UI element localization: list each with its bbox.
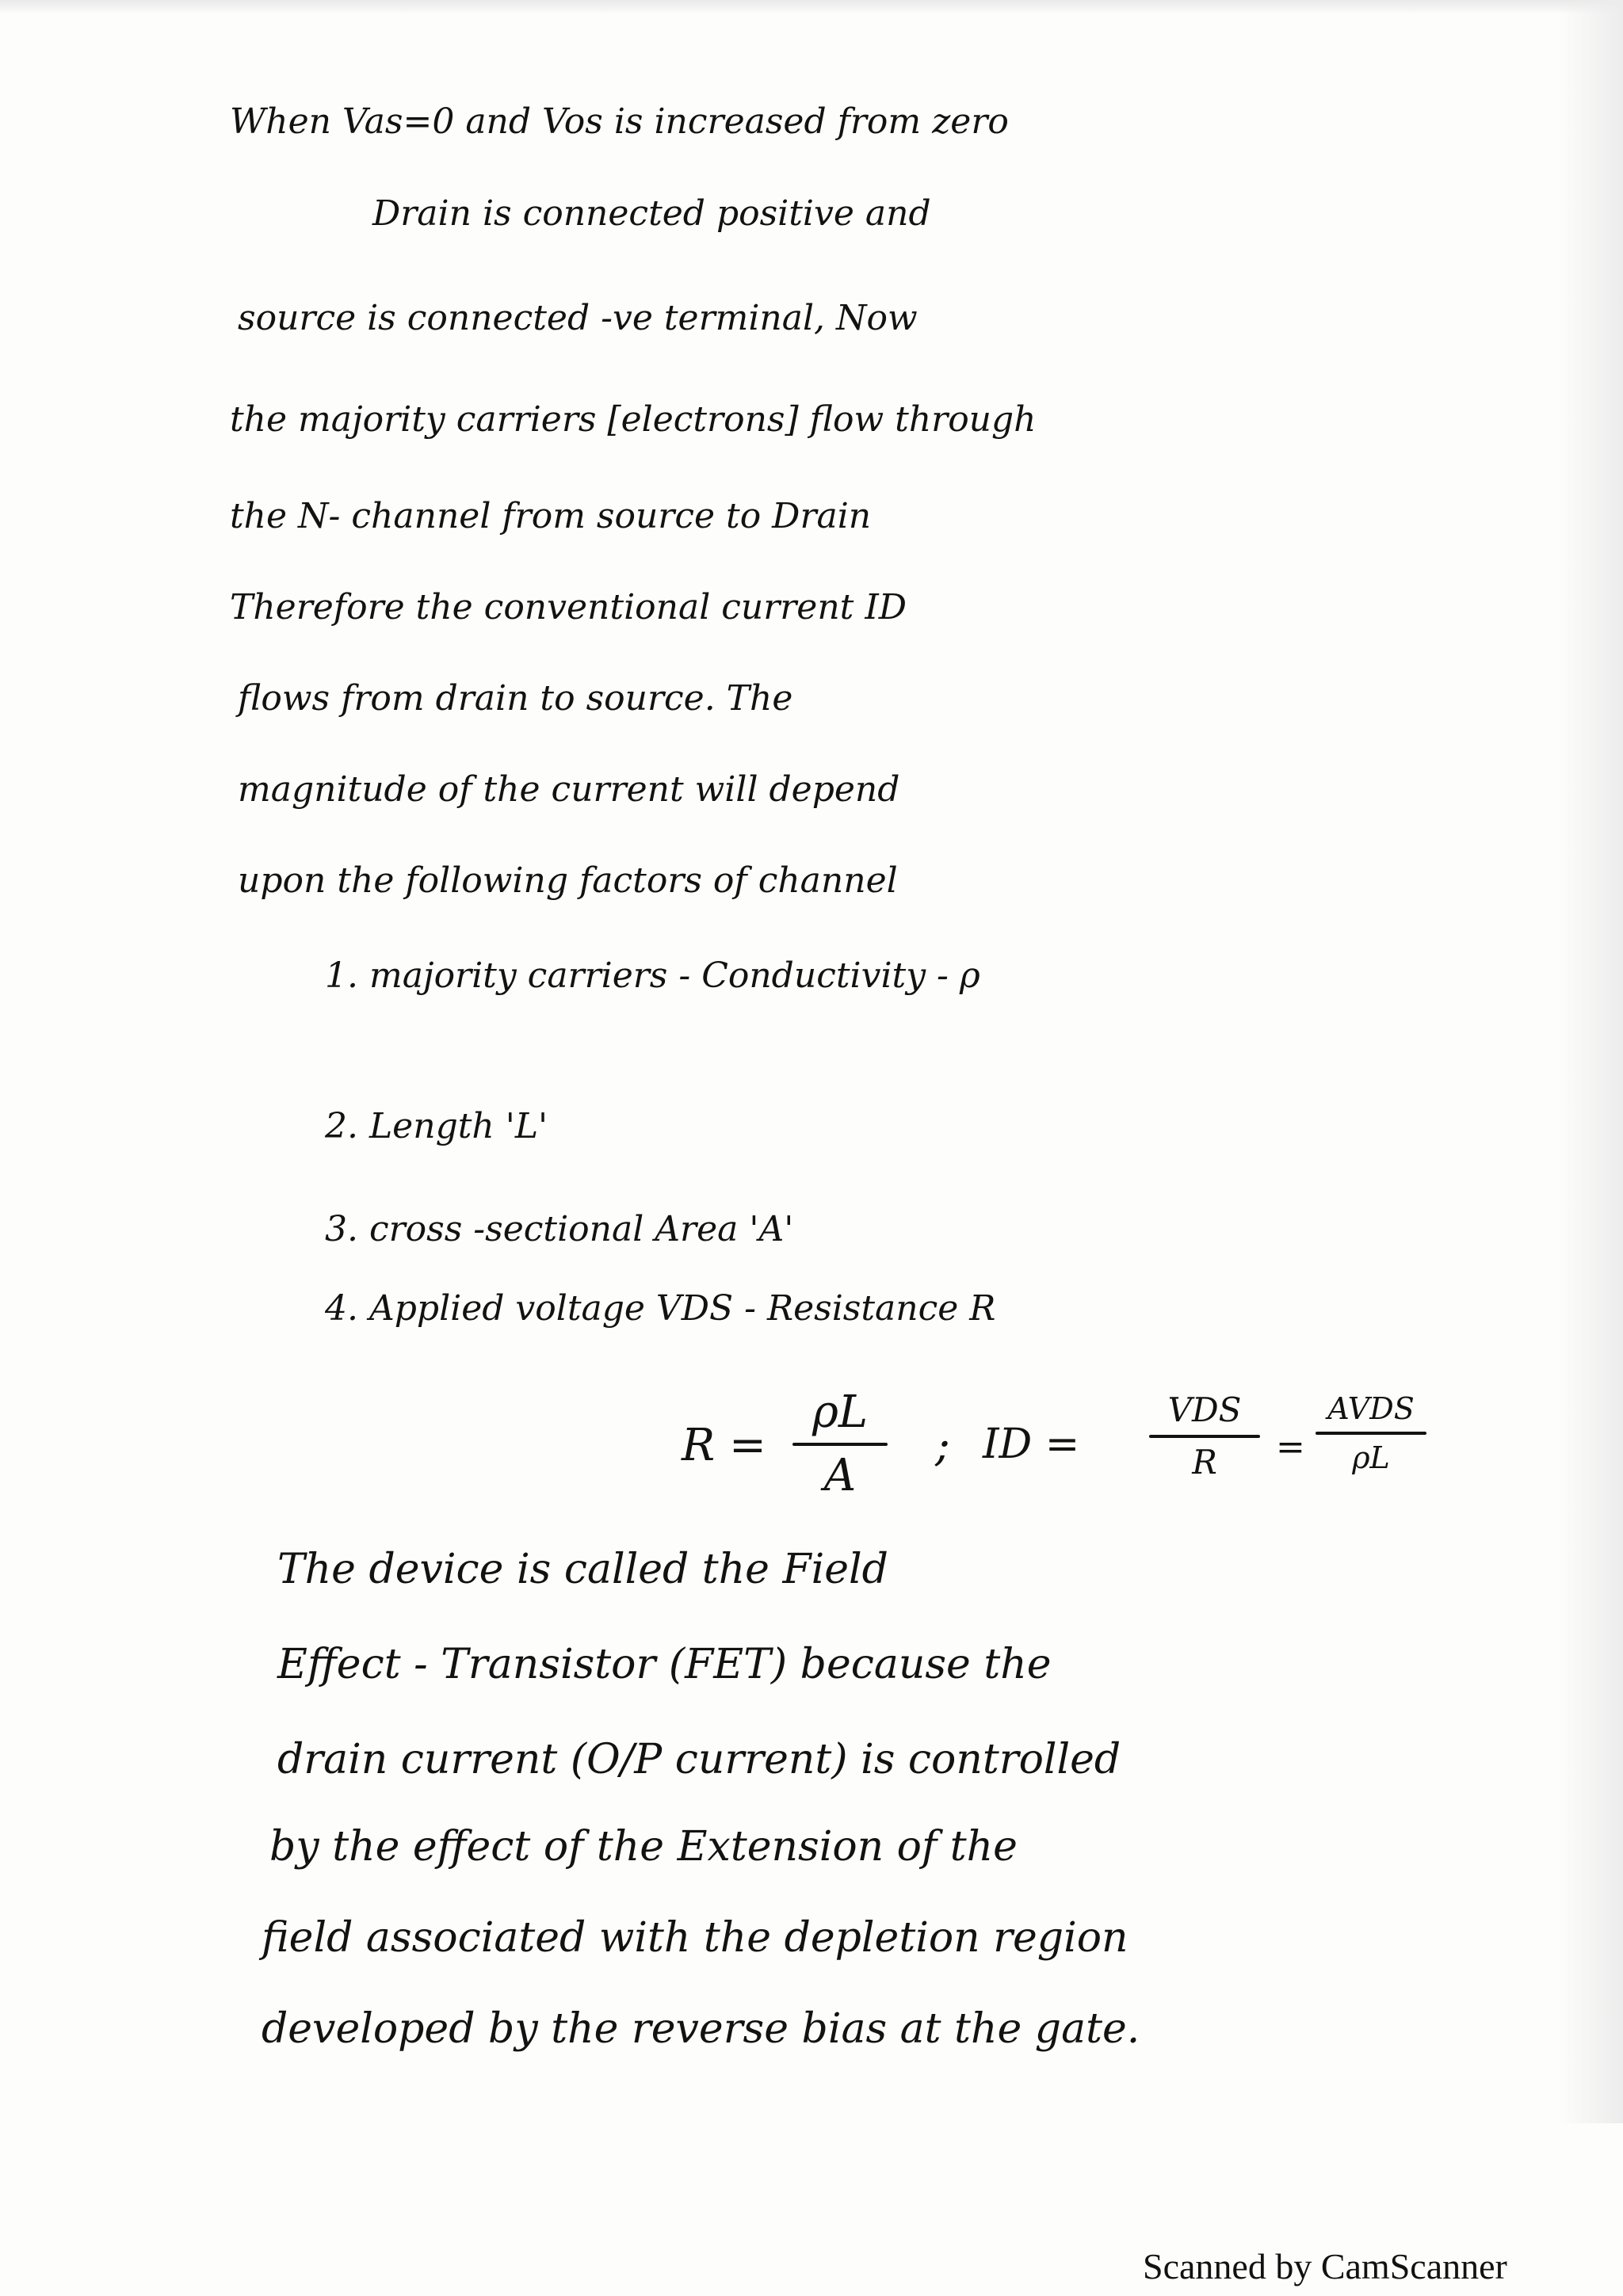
formula-id2-fraction <box>1316 1391 1426 1475</box>
text-line-7: flows from drain to source. The <box>238 678 793 719</box>
formula-r-fraction <box>792 1386 888 1501</box>
text-line-4: the majority carriers [electrons] flow through <box>230 399 1037 440</box>
scan-shadow-right <box>1560 0 1623 2123</box>
text-line-1: When Vas=0 and Vos is increased from zero <box>230 101 1009 142</box>
formula-id-lhs: ID = <box>983 1421 1080 1468</box>
formula-r-lhs: R = <box>682 1420 766 1471</box>
formula-id-denominator: R <box>1192 1443 1217 1482</box>
formula-id-numerator: VDS <box>1167 1390 1242 1429</box>
text-line-16: drain current (O/P current) is controlled <box>277 1736 1121 1783</box>
formula-r-denominator: A <box>823 1450 857 1501</box>
formula-id2-numerator: AVDS <box>1327 1391 1415 1426</box>
resistance-current-formula <box>682 1375 1458 1533</box>
text-line-17: by the effect of the Extension of the <box>269 1823 1018 1871</box>
text-line-6: Therefore the conventional current ID <box>230 587 907 627</box>
fraction-bar <box>1149 1435 1260 1438</box>
list-item-2: 2. Length 'L' <box>325 1106 548 1146</box>
text-line-18: field associated with the depletion region <box>262 1914 1128 1962</box>
scan-shadow-top <box>0 0 1623 14</box>
formula-id-fraction <box>1149 1390 1260 1482</box>
text-line-8: magnitude of the current will depend <box>238 769 900 810</box>
text-line-3: source is connected -ve terminal, Now <box>238 298 918 338</box>
text-line-15: Effect - Transistor (FET) because the <box>277 1641 1052 1688</box>
list-item-1: 1. majority carriers - Conductivity - ρ <box>325 955 980 996</box>
formula-equals: = <box>1276 1427 1305 1467</box>
list-item-4: 4. Applied voltage VDS - Resistance R <box>325 1288 996 1329</box>
formula-separator: ; <box>935 1420 950 1471</box>
fraction-bar <box>1316 1432 1426 1435</box>
formula-id2-denominator: ρL <box>1352 1440 1390 1475</box>
formula-r-numerator: ρL <box>812 1386 869 1438</box>
text-line-2: Drain is connected positive and <box>372 193 931 234</box>
text-line-19: developed by the reverse bias at the gate. <box>262 2005 1140 2053</box>
text-line-5: the N- channel from source to Drain <box>230 496 872 536</box>
fraction-bar <box>792 1443 888 1446</box>
text-line-14: The device is called the Field <box>277 1546 888 1593</box>
list-item-3: 3. cross -sectional Area 'A' <box>325 1209 794 1249</box>
scanner-watermark: Scanned by CamScanner <box>1143 2246 1507 2286</box>
text-line-9: upon the following factors of channel <box>238 860 898 901</box>
